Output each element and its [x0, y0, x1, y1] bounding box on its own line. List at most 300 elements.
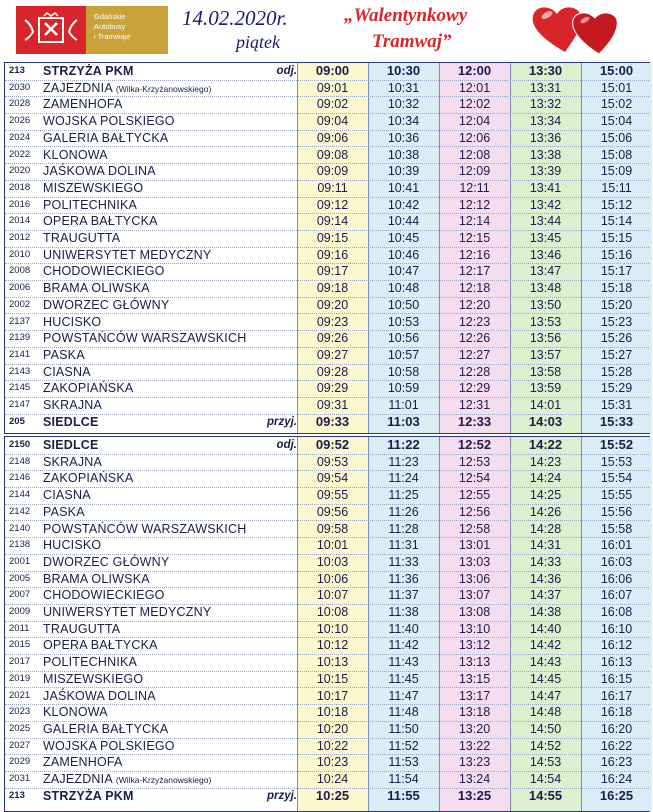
- time-cell: 11:48: [388, 705, 419, 720]
- time-cell: 14:24: [529, 471, 562, 486]
- stop-name-text: JAŚKOWA DOLINA: [43, 688, 156, 703]
- stop-name: [43, 163, 258, 180]
- stop-code: 2024: [9, 131, 31, 143]
- time-cell: 14:43: [529, 655, 562, 670]
- time-cell: 14:42: [529, 638, 562, 653]
- stop-name: [43, 721, 258, 738]
- time-cell: 12:58: [458, 521, 491, 536]
- timetable-row: [5, 330, 649, 348]
- time-cell: 11:47: [388, 688, 419, 703]
- stop-name: [43, 754, 258, 771]
- timetable-row: [5, 414, 649, 431]
- stop-name-text: PASKA: [43, 504, 85, 519]
- time-cell: 09:09: [316, 164, 349, 179]
- departure-arrival-tag: odj.: [276, 65, 297, 77]
- timetable-row: [5, 504, 649, 522]
- time-cell: 13:39: [529, 164, 562, 179]
- timetable-row: [5, 788, 649, 805]
- timetable-row: [5, 470, 649, 488]
- time-cell: 15:31: [600, 398, 633, 412]
- stop-name: [43, 130, 258, 147]
- stop-name: [43, 247, 258, 264]
- stop-name-text: WOJSKA POLSKIEGO: [43, 114, 175, 129]
- stop-name-text: UNIWERSYTET MEDYCZNY: [43, 247, 212, 262]
- stop-code: 2001: [9, 555, 31, 567]
- stop-name: [43, 788, 258, 805]
- stop-name: [43, 537, 258, 554]
- stop-name-text: TRAUGUTTA: [43, 621, 121, 636]
- time-cell: 13:44: [529, 214, 562, 229]
- time-cell: 15:54: [600, 471, 633, 486]
- time-cell: 09:27: [316, 347, 349, 362]
- time-cell: 10:31: [387, 80, 420, 95]
- stop-code: 2139: [9, 332, 31, 344]
- stop-name-text: DWORZEC GŁÓWNY: [43, 297, 170, 312]
- time-cell: 09:02: [316, 97, 349, 112]
- time-cell: 15:09: [600, 164, 633, 179]
- stop-name: [43, 314, 258, 331]
- time-cell: 10:08: [316, 605, 349, 619]
- stop-code: 2019: [9, 672, 31, 684]
- stop-name: [43, 571, 258, 588]
- time-cell: 13:30: [528, 63, 563, 78]
- time-cell: 14:47: [529, 688, 562, 703]
- time-cell: 14:50: [529, 721, 562, 736]
- time-cell: 11:23: [388, 454, 419, 469]
- time-cell: 11:01: [388, 398, 419, 412]
- time-cell: 15:56: [600, 504, 633, 519]
- time-cell: 12:23: [458, 314, 491, 329]
- time-cell: 10:23: [316, 755, 349, 770]
- time-cell: 11:43: [388, 655, 419, 670]
- time-cell: 15:28: [600, 364, 633, 379]
- time-cell: 09:04: [316, 114, 349, 129]
- time-cell: 16:22: [600, 738, 633, 753]
- stop-name-text: HUCISKO: [43, 538, 102, 553]
- departure-arrival-tag: przyj.: [266, 415, 297, 428]
- gdansk-coat-of-arms-icon: [16, 6, 86, 54]
- time-cell: 11:26: [388, 504, 419, 519]
- stop-code: 2137: [9, 315, 31, 327]
- stop-name-text: ZAMENHOFA: [43, 97, 123, 112]
- time-cell: 15:08: [600, 147, 633, 162]
- time-cell: 10:18: [316, 705, 349, 720]
- stop-name: [43, 688, 258, 705]
- time-cell: 13:01: [458, 538, 491, 553]
- time-cell: 09:18: [316, 281, 349, 296]
- stop-code: 2022: [9, 148, 31, 160]
- time-cell: 09:56: [316, 504, 349, 519]
- time-cell: 14:40: [529, 621, 562, 636]
- time-cell: 12:08: [458, 147, 491, 162]
- time-cell: 10:41: [387, 180, 420, 195]
- time-cell: 15:06: [600, 130, 633, 145]
- time-cell: 12:14: [458, 214, 491, 229]
- stop-name-text: STRZYŻA PKM: [43, 64, 134, 78]
- stop-code: 2029: [9, 756, 31, 768]
- time-cell: 15:12: [600, 197, 633, 212]
- time-cell: 15:33: [599, 413, 634, 429]
- logo: [16, 6, 168, 54]
- stop-code: 2006: [9, 282, 31, 294]
- time-cell: 09:26: [316, 331, 349, 346]
- stop-name-text: CIASNA: [43, 488, 91, 503]
- stop-name-text: KLONOWA: [43, 705, 108, 720]
- logo-text: [94, 12, 166, 42]
- stop-code: 2026: [9, 115, 31, 127]
- time-cell: 12:16: [458, 247, 491, 262]
- time-cell: 14:25: [529, 488, 562, 503]
- time-cell: 13:13: [458, 655, 491, 670]
- time-cell: 13:24: [458, 772, 491, 786]
- time-cell: 13:45: [529, 231, 562, 245]
- stop-name: [43, 414, 258, 431]
- time-cell: 13:31: [529, 80, 562, 95]
- stop-name-text: KLONOWA: [43, 147, 108, 162]
- time-cell: 10:36: [387, 130, 420, 145]
- timetable-row: [5, 671, 649, 689]
- time-cell: 15:14: [600, 214, 633, 229]
- time-cell: 14:26: [529, 504, 562, 519]
- stop-name-text: GALERIA BAŁTYCKA: [43, 130, 169, 145]
- time-cell: 15:58: [600, 521, 633, 536]
- time-cell: 12:33: [457, 413, 492, 429]
- timetable-row: [5, 213, 649, 231]
- timetable-row: [5, 380, 649, 398]
- time-cell: 14:01: [529, 398, 562, 412]
- timetable-row: [5, 738, 649, 756]
- timetable-row: [5, 654, 649, 672]
- stop-name-text: SKRAJNA: [43, 398, 103, 412]
- stop-name-text: TRAUGUTTA: [43, 231, 121, 245]
- timetable-row: [5, 314, 649, 332]
- timetable-row: [5, 297, 649, 315]
- time-cell: 12:56: [458, 504, 491, 519]
- time-cell: 09:55: [316, 488, 349, 503]
- stop-name-text: DWORZEC GŁÓWNY: [43, 554, 170, 569]
- timetable-row: [5, 180, 649, 198]
- time-cell: 12:52: [457, 437, 492, 452]
- stop-name-text: POWSTAŃCÓW WARSZAWSKICH: [43, 521, 247, 536]
- time-cell: 09:29: [316, 381, 349, 396]
- time-cell: 14:55: [528, 787, 563, 803]
- time-cell: 09:58: [316, 521, 349, 536]
- time-cell: 15:02: [600, 97, 633, 112]
- stop-code: 2140: [9, 522, 31, 534]
- stop-name-text: ZAJEZDNIA: [43, 80, 113, 95]
- stop-code: 2020: [9, 165, 31, 177]
- time-cell: 11:22: [387, 437, 420, 452]
- stop-code: 2002: [9, 298, 31, 310]
- time-cell: 10:13: [316, 655, 349, 670]
- time-cell: 12:18: [458, 281, 491, 296]
- stop-name: [43, 771, 258, 788]
- time-cell: 15:53: [600, 454, 633, 469]
- time-cell: 12:12: [458, 197, 491, 212]
- time-cell: 14:37: [529, 588, 562, 603]
- time-cell: 10:58: [387, 364, 420, 379]
- time-cell: 10:17: [316, 688, 349, 703]
- time-cell: 09:31: [316, 398, 349, 412]
- time-cell: 13:07: [458, 588, 491, 603]
- stop-name-text: MISZEWSKIEGO: [43, 180, 144, 195]
- time-cell: 16:25: [599, 787, 634, 803]
- time-cell: 16:18: [600, 705, 633, 720]
- time-cell: 13:20: [458, 721, 491, 736]
- time-cell: 16:01: [600, 538, 633, 553]
- departure-arrival-tag: przyj.: [266, 789, 297, 802]
- stop-name-text: JAŚKOWA DOLINA: [43, 164, 156, 179]
- date: 14.02.2020r.: [182, 6, 288, 30]
- time-cell: 09:15: [316, 231, 349, 245]
- time-cell: 11:24: [388, 471, 419, 486]
- time-cell: 13:23: [458, 755, 491, 770]
- stop-code: 2145: [9, 382, 31, 394]
- stop-name: [43, 504, 258, 521]
- timetable-row: [5, 554, 649, 572]
- departure-arrival-tag: odj.: [276, 439, 297, 451]
- time-cell: 15:17: [600, 264, 633, 279]
- timetable-row: [5, 80, 649, 98]
- stop-name-text: POLITECHNIKA: [43, 197, 138, 212]
- time-cell: 10:07: [316, 588, 349, 603]
- time-cell: 16:24: [600, 772, 633, 786]
- stop-name: [43, 554, 258, 571]
- time-cell: 16:17: [600, 688, 633, 703]
- stop-name-text: MISZEWSKIEGO: [43, 671, 144, 686]
- time-cell: 14:36: [529, 571, 562, 586]
- timetable-row: [5, 587, 649, 605]
- time-cell: 11:33: [388, 554, 419, 569]
- timetable-row: [5, 130, 649, 148]
- time-cell: 14:23: [529, 454, 562, 469]
- stop-name: [43, 380, 258, 397]
- time-cell: 12:26: [458, 331, 491, 346]
- time-cell: 16:06: [600, 571, 633, 586]
- time-cell: 12:04: [458, 114, 491, 129]
- time-cell: 11:45: [388, 671, 419, 686]
- stop-name: [43, 671, 258, 688]
- time-cell: 09:20: [316, 297, 349, 312]
- timetable-row: [5, 604, 649, 622]
- stop-name: [43, 587, 258, 604]
- stop-code: 2030: [9, 81, 31, 93]
- stop-name: [43, 113, 258, 130]
- time-cell: 10:15: [316, 671, 349, 686]
- time-cell: 15:27: [600, 347, 633, 362]
- timetable-row: [5, 347, 649, 365]
- stop-name: [43, 637, 258, 654]
- time-cell: 12:15: [458, 231, 491, 245]
- timetable-row: [5, 454, 649, 472]
- stop-name: [43, 96, 258, 113]
- stop-name: [43, 197, 258, 214]
- time-cell: 15:20: [600, 297, 633, 312]
- stop-code: 2021: [9, 689, 31, 701]
- time-cell: 10:34: [387, 114, 420, 129]
- stop-code: 2009: [9, 606, 31, 617]
- time-cell: 13:25: [457, 787, 492, 803]
- time-cell: 16:08: [600, 605, 633, 619]
- stop-name-text: POLITECHNIKA: [43, 655, 138, 670]
- time-cell: 11:55: [387, 787, 420, 803]
- timetable-row: [5, 571, 649, 589]
- timetable-row: [5, 364, 649, 382]
- stop-name-detail: (Wilka-Krzyżanowskiego): [115, 83, 212, 94]
- timetable-row: [5, 397, 649, 415]
- timetable-row: [5, 247, 649, 265]
- time-cell: 15:15: [600, 231, 633, 245]
- stop-code: 2011: [9, 622, 30, 634]
- stop-name-text: POWSTAŃCÓW WARSZAWSKICH: [43, 331, 247, 346]
- time-cell: 09:28: [316, 364, 349, 379]
- time-cell: 12:17: [458, 264, 491, 279]
- time-cell: 14:33: [529, 554, 562, 569]
- timetable-row: [5, 280, 649, 298]
- time-cell: 11:52: [388, 738, 419, 753]
- time-cell: 10:46: [387, 247, 420, 262]
- time-cell: 10:12: [316, 638, 349, 653]
- return-timetable: [4, 436, 650, 812]
- stop-code: 2008: [9, 265, 31, 277]
- stop-name-text: PASKA: [43, 347, 85, 362]
- stop-code: 2010: [9, 248, 31, 260]
- timetable-row: [5, 96, 649, 114]
- stop-name-text: CIASNA: [43, 364, 91, 379]
- time-cell: 10:30: [386, 63, 421, 78]
- time-cell: 10:20: [316, 721, 349, 736]
- time-cell: 12:11: [459, 180, 490, 195]
- time-cell: 14:52: [529, 738, 562, 753]
- stop-code: 2017: [9, 656, 31, 668]
- time-cell: 13:57: [529, 347, 562, 362]
- time-cell: 10:53: [387, 314, 420, 329]
- time-cell: 15:18: [600, 281, 633, 296]
- time-cell: 11:42: [388, 638, 419, 653]
- stop-name-text: SIEDLCE: [43, 438, 99, 452]
- time-cell: 10:57: [387, 347, 420, 362]
- time-cell: 14:45: [529, 671, 562, 686]
- time-cell: 10:32: [387, 97, 420, 112]
- stop-name: [43, 470, 258, 487]
- stop-code: 2142: [9, 505, 31, 517]
- time-cell: 11:50: [388, 721, 419, 736]
- stop-code: 2023: [9, 706, 31, 718]
- time-cell: 16:20: [600, 721, 633, 736]
- time-cell: 13:56: [529, 331, 562, 346]
- time-cell: 14:28: [529, 521, 562, 536]
- time-cell: 13:42: [529, 197, 562, 212]
- time-cell: 11:54: [388, 772, 419, 786]
- stop-code: 2150: [9, 439, 31, 450]
- time-cell: 13:53: [529, 314, 562, 329]
- stop-name: [43, 738, 258, 755]
- timetable-row: [5, 487, 649, 505]
- time-cell: 13:22: [458, 738, 491, 753]
- time-cell: 11:53: [388, 755, 419, 770]
- time-cell: 11:31: [388, 538, 419, 553]
- time-cell: 13:10: [458, 621, 491, 636]
- stop-name: [43, 487, 258, 504]
- time-cell: 15:11: [601, 180, 632, 195]
- stop-name: [43, 654, 258, 671]
- time-cell: 10:03: [316, 554, 349, 569]
- timetable-row: [5, 621, 649, 639]
- timetable-row: [5, 197, 649, 215]
- time-cell: 16:12: [600, 638, 633, 653]
- timetable-row: [5, 688, 649, 706]
- time-cell: 09:53: [316, 454, 349, 469]
- time-cell: 13:59: [529, 381, 562, 396]
- stop-code: 2141: [9, 348, 31, 360]
- time-cell: 13:36: [529, 130, 562, 145]
- timetable-row: [5, 230, 649, 248]
- timetable-row: [5, 637, 649, 655]
- time-cell: 10:25: [315, 787, 350, 803]
- hearts-icon: [527, 2, 627, 58]
- time-cell: 11:38: [388, 605, 419, 619]
- time-cell: 13:34: [529, 114, 562, 129]
- time-cell: 13:03: [458, 554, 491, 569]
- time-cell: 09:08: [316, 147, 349, 162]
- stop-code: 213: [9, 789, 25, 801]
- time-cell: 10:56: [387, 331, 420, 346]
- time-cell: 13:47: [529, 264, 562, 279]
- time-cell: 10:47: [387, 264, 420, 279]
- stop-name-detail: (Wilka-Krzyżanowskiego): [115, 775, 212, 785]
- time-cell: 16:07: [600, 588, 633, 603]
- time-cell: 12:28: [458, 364, 491, 379]
- time-cell: 13:18: [458, 705, 491, 720]
- time-cell: 10:38: [387, 147, 420, 162]
- timetable-row: [5, 721, 649, 739]
- time-cell: 09:52: [315, 437, 350, 452]
- stop-name-text: ZAKOPIAŃSKA: [43, 381, 134, 396]
- time-cell: 09:23: [316, 314, 349, 329]
- time-cell: 14:03: [528, 413, 563, 429]
- stop-name: [43, 704, 258, 721]
- logo-line: i Tramwaje: [94, 32, 131, 41]
- timetable-row: [5, 147, 649, 165]
- time-cell: 14:31: [529, 538, 562, 553]
- time-cell: 16:10: [600, 621, 633, 636]
- time-cell: 15:23: [600, 314, 633, 329]
- stop-code: 2016: [9, 198, 31, 210]
- time-cell: 10:50: [387, 297, 420, 312]
- time-cell: 10:59: [387, 381, 420, 396]
- time-cell: 12:27: [458, 347, 491, 362]
- time-cell: 09:00: [315, 63, 350, 78]
- weekday: piątek: [236, 32, 280, 52]
- stop-name: [43, 280, 258, 297]
- time-cell: 12:02: [458, 97, 491, 112]
- stop-code: 2015: [9, 639, 31, 651]
- stop-name: [43, 213, 258, 230]
- time-cell: 12:31: [458, 398, 491, 412]
- stop-name: [43, 437, 258, 454]
- time-cell: 16:15: [600, 671, 633, 686]
- time-cell: 13:15: [458, 671, 491, 686]
- time-cell: 14:48: [529, 705, 562, 720]
- event-title-line-1: „Walentynkowy: [344, 5, 468, 26]
- time-cell: 10:22: [316, 738, 349, 753]
- timetable-row: [5, 704, 649, 722]
- timetable-row: [5, 754, 649, 772]
- stop-name: [43, 397, 258, 414]
- time-cell: 12:06: [458, 130, 491, 145]
- time-cell: 12:01: [458, 80, 491, 95]
- time-cell: 15:00: [599, 63, 634, 78]
